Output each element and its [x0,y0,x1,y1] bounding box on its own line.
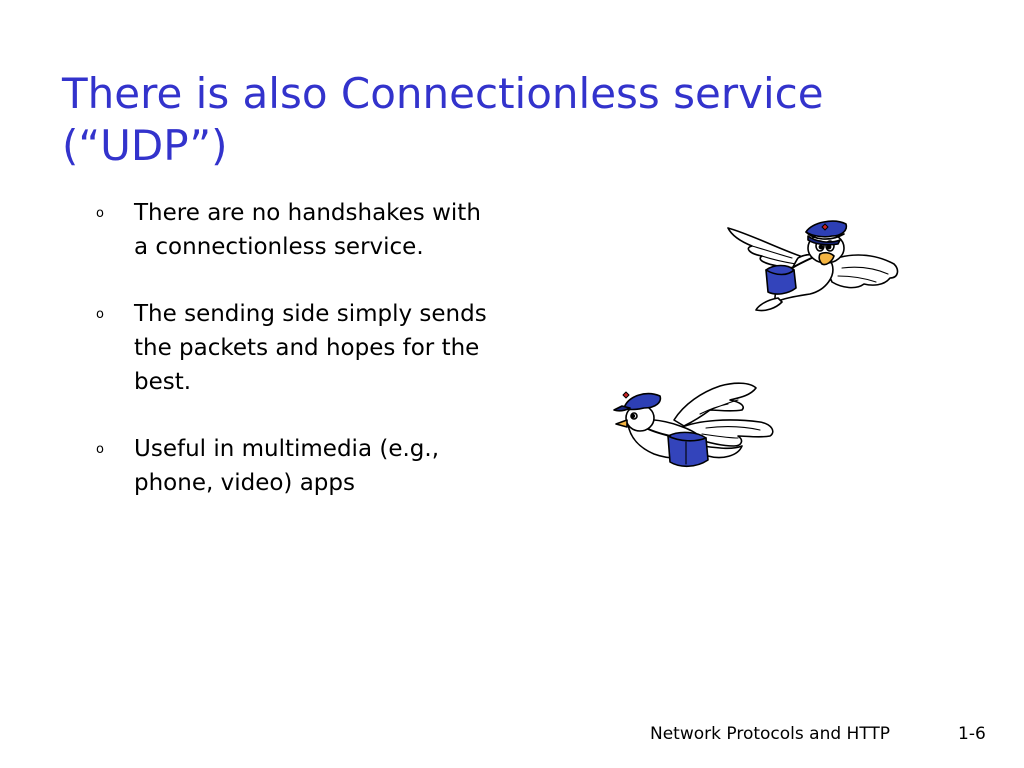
bullet-text: There are no handshakes with a connectionless service. [134,200,481,260]
bullet-marker-icon: o [96,442,104,457]
page-number: 1-6 [958,724,986,744]
bullet-marker-icon: o [96,206,104,221]
footer-label: Network Protocols and HTTP [650,724,891,744]
bullet-marker-icon: o [96,307,104,322]
bullet-text: The sending side simply sends the packets and hopes for the best. [134,301,487,395]
mail-carrier-bird-icon [610,380,780,474]
bullet-list [96,196,496,533]
bullet-item [96,432,496,500]
bullet-item [96,297,496,399]
bullet-text: Useful in multimedia (e.g., phone, video) apps [134,436,440,496]
slide-title: There is also Connectionless service (“UDP”) [62,69,824,170]
bullet-item [96,196,496,264]
mail-carrier-bird-icon [722,218,904,314]
